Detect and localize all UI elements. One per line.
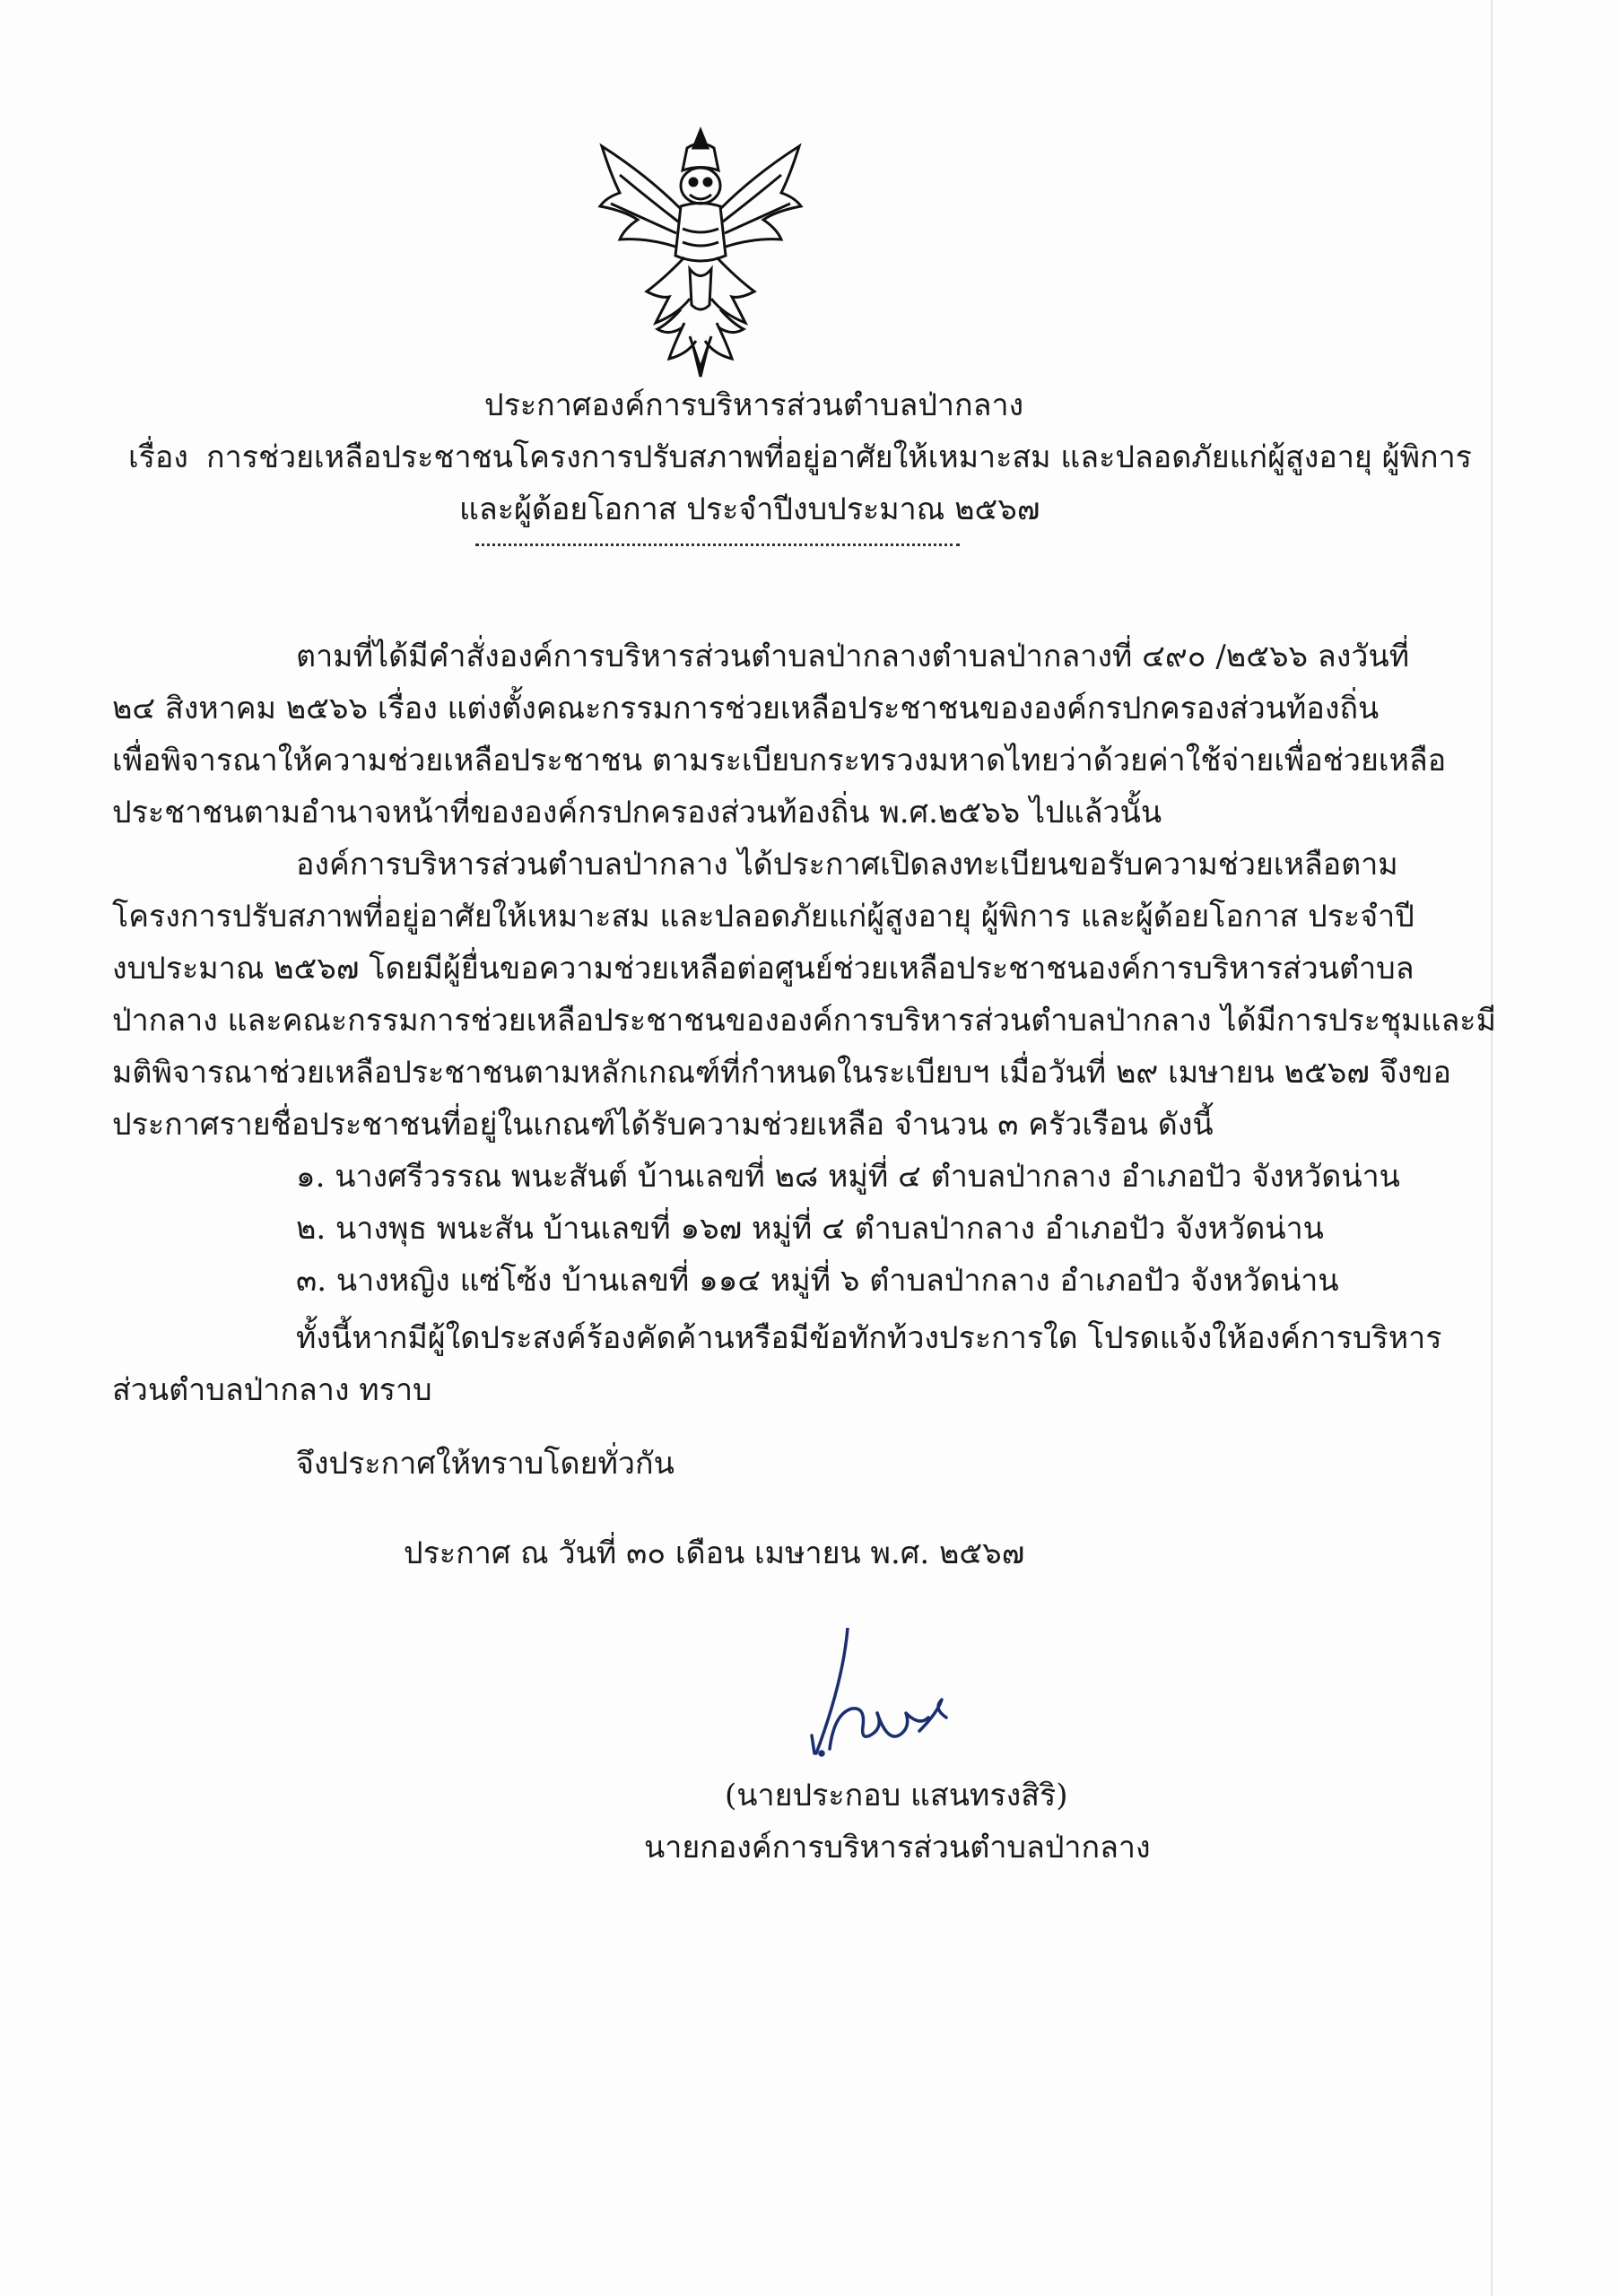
para2-line-6: ประกาศรายชื่อประชาชนที่อยู่ในเกณฑ์ได้รับความช่วยเหลือ จำนวน ๓ ครัวเรือน ดังนี้ — [112, 1107, 1214, 1143]
para2-line-5: มติพิจารณาช่วยเหลือประชาชนตามหลักเกณฑ์ที่กำหนดในระเบียบฯ เมื่อวันที่ ๒๙ เมษายน ๒๕๖๗ จึงขอ — [112, 1055, 1451, 1091]
handwritten-signature — [789, 1628, 960, 1771]
para2-line-3: งบประมาณ ๒๕๖๗ โดยมีผู้ยื่นขอความช่วยเหลือต่อศูนย์ช่วยเหลือประชาชนองค์การบริหารส่วนตำบล — [112, 951, 1414, 987]
para1-line-4: ประชาชนตามอำนาจหน้าที่ขององค์กรปกครองส่วนท้องถิ่น พ.ศ.๒๕๖๖ ไปแล้วนั้น — [112, 795, 1162, 831]
announcement-date: ประกาศ ณ วันที่ ๓๐ เดือน เมษายน พ.ศ. ๒๕๖๗ — [404, 1535, 1025, 1571]
signer-position: นายกองค์การบริหารส่วนตำบลป่ากลาง — [644, 1830, 1151, 1866]
subject-line-1: การช่วยเหลือประชาชนโครงการปรับสภาพที่อยู่อาศัยให้เหมาะสม และปลอดภัยแก่ผู้สูงอายุ ผู้พิการ — [206, 439, 1472, 475]
recipient-item-2: ๒. นางพุธ พนะสัน บ้านเลขที่ ๑๖๗ หมู่ที่ ๔ ตำบลป่ากลาง อำเภอปัว จังหวัดน่าน — [296, 1211, 1324, 1247]
para3-line-1: ทั้งนี้หากมีผู้ใดประสงค์ร้องคัดค้านหรือมีข้อทักท้วงประการใด โปรดแจ้งให้องค์การบริหาร — [296, 1320, 1442, 1356]
para1-line-1: ตามที่ได้มีคำสั่งองค์การบริหารส่วนตำบลป่ากลางตำบลป่ากลางที่ ๔๙๐ /๒๕๖๖ ลงวันที่ — [296, 639, 1410, 674]
para2-line-4: ป่ากลาง และคณะกรรมการช่วยเหลือประชาชนขององค์การบริหารส่วนตำบลป่ากลาง ได้มีการประชุมและมี — [112, 1003, 1496, 1039]
dotted-separator — [475, 544, 960, 546]
para2-line-1: องค์การบริหารส่วนตำบลป่ากลาง ได้ประกาศเปิดลงทะเบียนขอรับความช่วยเหลือตาม — [296, 847, 1398, 883]
announcement-title: ประกาศองค์การบริหารส่วนตำบลป่ากลาง — [484, 387, 1024, 423]
subject-line-2: และผู้ด้อยโอกาส ประจำปีงบประมาณ ๒๕๖๗ — [459, 491, 1040, 527]
subject-label: เรื่อง — [128, 439, 188, 475]
para1-line-3: เพื่อพิจารณาให้ความช่วยเหลือประชาชน ตามระเบียบกระทรวงมหาดไทยว่าด้วยค่าใช้จ่ายเพื่อช่วยเหลือ — [112, 743, 1447, 778]
signer-name: (นายประกอบ แสนทรงสิริ) — [725, 1778, 1068, 1813]
para3-line-2: ส่วนตำบลป่ากลาง ทราบ — [112, 1372, 432, 1408]
garuda-emblem-icon — [583, 121, 818, 381]
recipient-item-3: ๓. นางหญิง แซ่โซ้ง บ้านเลขที่ ๑๑๔ หมู่ที่ ๖ ตำบลป่ากลาง อำเภอปัว จังหวัดน่าน — [296, 1263, 1339, 1299]
recipient-item-1: ๑. นางศรีวรรณ พนะสันต์ บ้านเลขที่ ๒๘ หมู่ที่ ๔ ตำบลป่ากลาง อำเภอปัว จังหวัดน่าน — [296, 1159, 1400, 1195]
page-edge — [1491, 0, 1493, 2296]
para1-line-2: ๒๔ สิงหาคม ๒๕๖๖ เรื่อง แต่งตั้งคณะกรรมการช่วยเหลือประชาชนขององค์กรปกครองส่วนท้องถิ่น — [112, 691, 1380, 726]
closing-statement: จึงประกาศให้ทราบโดยทั่วกัน — [296, 1446, 675, 1482]
para2-line-2: โครงการปรับสภาพที่อยู่อาศัยให้เหมาะสม และปลอดภัยแก่ผู้สูงอายุ ผู้พิการ และผู้ด้อยโอกาส ประจำปี — [112, 899, 1414, 935]
